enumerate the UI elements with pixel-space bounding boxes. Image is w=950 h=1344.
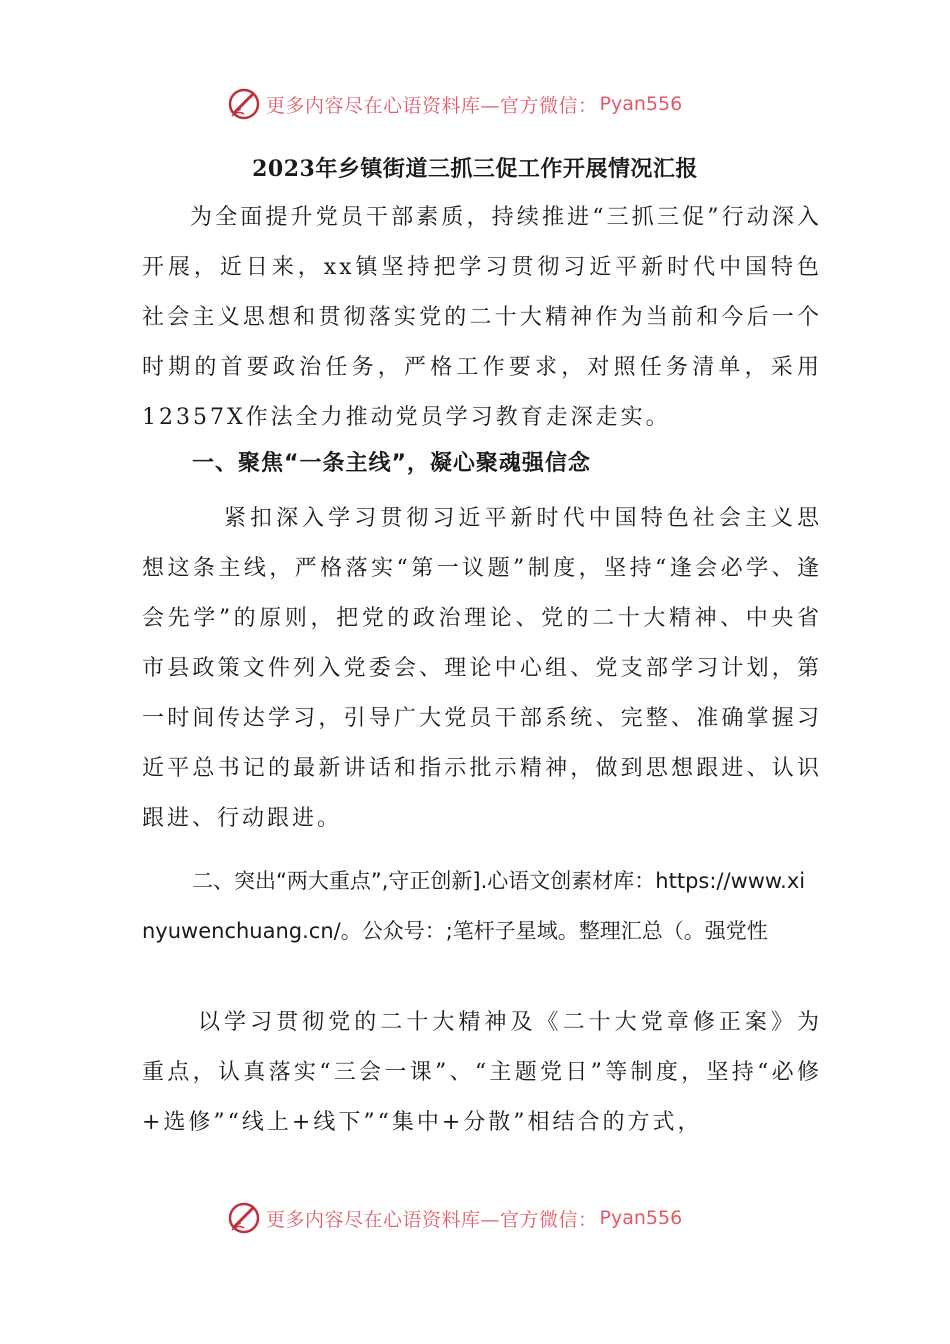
pen-logo-icon bbox=[226, 1200, 262, 1236]
pen-logo-icon bbox=[226, 86, 262, 122]
watermark-contact: Pyan556 bbox=[599, 1207, 683, 1229]
footer-watermark bbox=[226, 1198, 682, 1238]
section2-heading: 二、突出“两大重点”,守正创新].心语文创素材库：https://www.xinyuwenchuang.cn/。公众号：;笔杆子星域。整理汇总（。强党性 bbox=[142, 869, 806, 943]
section1-paragraph: 紧扣深入学习贯彻习近平新时代中国特色社会主义思想这条主线，严格落实“第一议题”制度，坚持“逢会必学、逢会先学”的原则，把党的政治理论、党的二十大精神、中央省市县政策文件列入党委会、理论中心组、党支部学习计划，第一时间传达学习，引导广大党员干部系统、完整、准确掌握习近平总书记的最新讲话和指示批示精神，做到思想跟进、认识跟进、行动跟进。 bbox=[142, 506, 822, 831]
document-title: 2023年乡镇街道三抓三促工作开展情况汇报 bbox=[252, 156, 698, 182]
intro-paragraph: 为全面提升党员干部素质，持续推进“三抓三促”行动深入开展，近日来，xx镇坚持把学习贯彻习近平新时代中国特色社会主义思想和贯彻落实党的二十大精神作为当前和今后一个时期的首要政治任务，严格工作要求，对照任务清单，采用12357X作法全力推动党员学习教育走深走实。 bbox=[142, 205, 822, 430]
watermark-text: 更多内容尽在心语资料库—官方微信： bbox=[266, 1208, 598, 1231]
watermark-text: 更多内容尽在心语资料库—官方微信： bbox=[266, 94, 598, 117]
section2-paragraph: 以学习贯彻党的二十大精神及《二十大党章修正案》为重点，认真落实“三会一课”、“主题党日”等制度，坚持“必修+选修”“线上+线下”“集中+分散”相结合的方式， bbox=[142, 1010, 822, 1135]
watermark-contact: Pyan556 bbox=[599, 93, 683, 115]
header-watermark bbox=[226, 84, 682, 124]
section1-heading: 一、聚焦“一条主线”，凝心聚魂强信念 bbox=[192, 451, 591, 476]
